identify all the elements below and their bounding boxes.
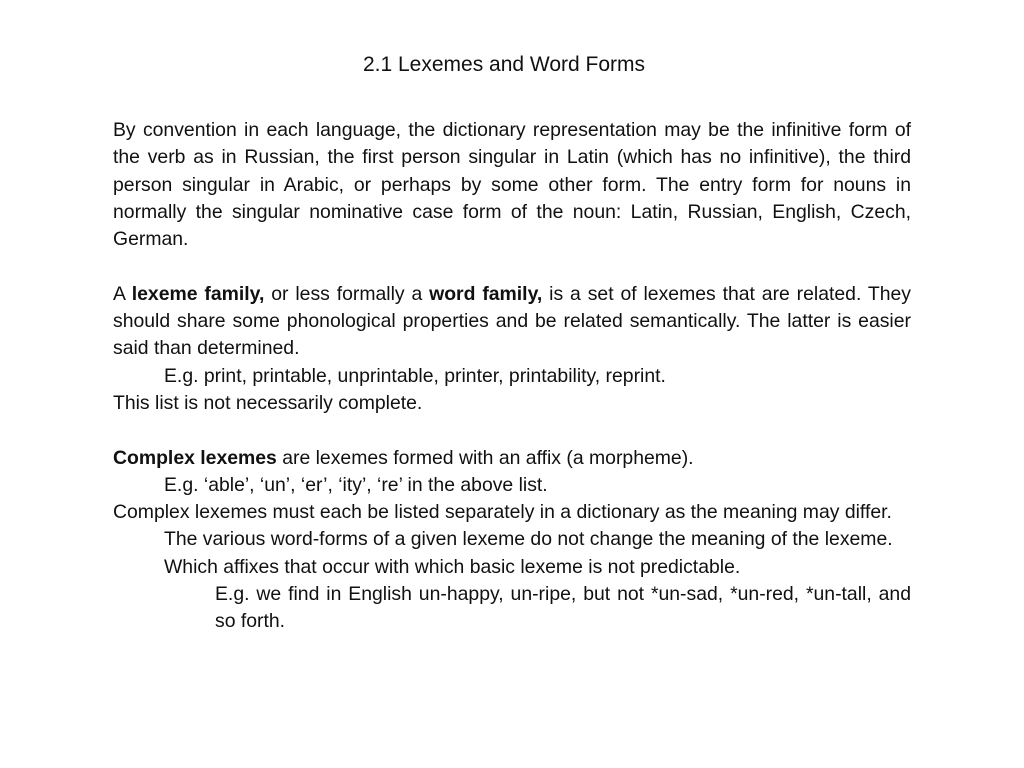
term-word-family: word family, xyxy=(429,282,543,305)
text-segment: are lexemes formed with an affix (a morpheme). xyxy=(276,446,694,469)
example-un-prefix: E.g. we find in English un-happy, un-ripe, but not *un-sad, *un-red, *un-tall, and so forth. xyxy=(215,583,911,633)
point-word-forms-meaning: The various word-forms of a given lexeme do not change the meaning of the lexeme. xyxy=(164,528,893,551)
term-complex-lexemes: Complex lexemes xyxy=(113,446,277,469)
term-lexeme-family: lexeme family, xyxy=(131,282,265,305)
paragraph-complex-lexemes xyxy=(113,445,911,472)
list-note: This list is not necessarily complete. xyxy=(113,391,423,414)
text-segment: A xyxy=(113,282,132,305)
paragraph-lexeme-family xyxy=(113,281,911,363)
example-print-family: E.g. print, printable, unprintable, printer, printability, reprint. xyxy=(164,364,666,387)
text-segment: is a set of lexemes that are related. They should share some phonological properties and be related semantically. The latter is easier said than determined. xyxy=(113,282,911,360)
paragraph-gap xyxy=(113,417,911,444)
paragraph-gap xyxy=(113,253,911,280)
point-affixes-not-predictable: Which affixes that occur with which basic lexeme is not predictable. xyxy=(164,555,741,578)
text-segment: or less formally a xyxy=(264,282,430,305)
paragraph-listed-separately: Complex lexemes must each be listed separately in a dictionary as the meaning may differ. xyxy=(113,501,892,524)
paragraph-dictionary-representation: By convention in each language, the dictionary representation may be the infinitive form of the verb as in Russian, the first person singular in Latin (which has no infinitive), the third person singular in Arabic, or perhaps by some other form. The entry form for nouns in normally the singular nominative case form of the noun: Latin, Russian, English, Czech, German. xyxy=(113,119,911,251)
slide-title: 2.1 Lexemes and Word Forms xyxy=(362,53,646,76)
example-affixes: E.g. ‘able’, ‘un’, ‘er’, ‘ity’, ‘re’ in the above list. xyxy=(164,473,548,496)
slide-body xyxy=(113,117,911,636)
